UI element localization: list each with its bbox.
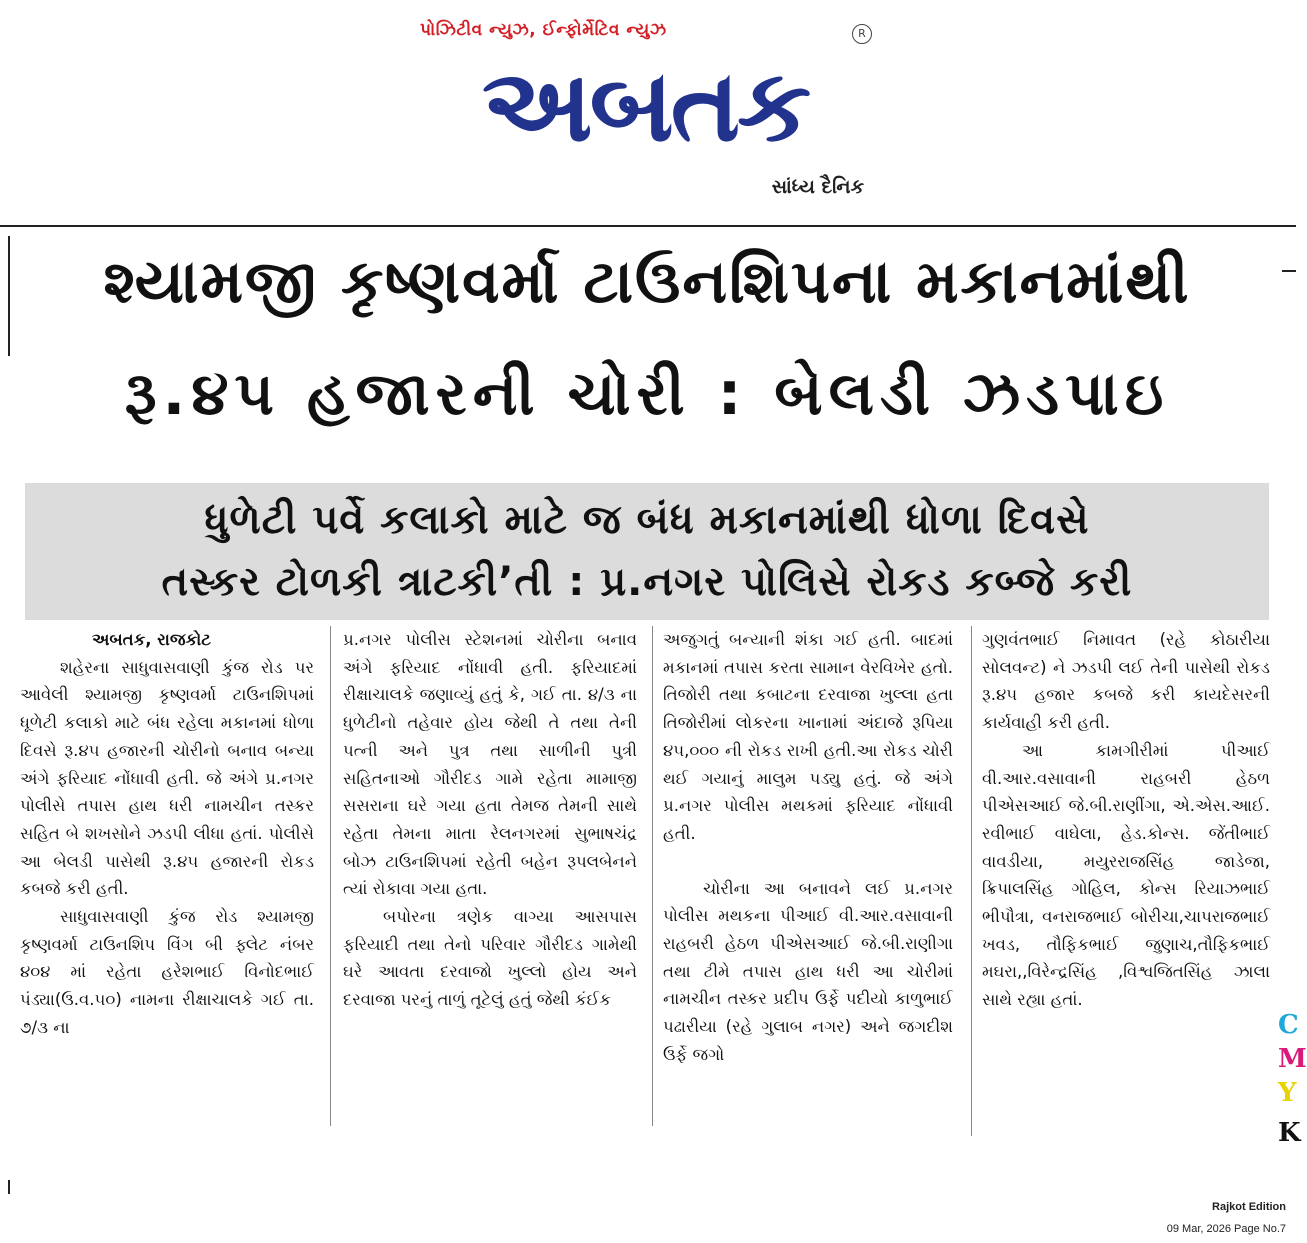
article-column-3: [663, 626, 953, 1069]
masthead-divider: [0, 225, 1296, 227]
cmyk-mark-k: K: [1278, 1118, 1301, 1148]
paragraph: અજુગતું બન્યાની શંકા ગઈ હતી. બાદમાં મકાનમાં તપાસ કરતા સામાન વેરવિખેર હતો. તિજોરી તથા કબાટના દરવાજા ખુલ્લા હતા તિજોરીમાં લોકરના ખાનામાં અંદાજે રૂપિયા ૪૫,૦૦૦ ની રોકડ રાખી હતી.આ રોકડ ચોરી થઈ ગયાનું માલુમ પડ્યુ હતું. જે અંગે પ્ર.નગર પોલીસ મથકમાં ફરિયાદ નોંધાવી હતી.: [663, 630, 953, 843]
paragraph: ચોરીના આ બનાવને લઈ પ્ર.નગર પોલીસ મથકના પીઆઈ વી.આર.વસાવાની રાહબરી હેઠળ પીએસઆઈ જે.બી.રાણીગા તથા ટીમે તપાસ હાથ ધરી આ ચોરીમાં નામચીન તસ્કર પ્રદીપ ઉર્ફે પદીયો કાળુભાઈ પઢારીયા (રહે ગુલાબ નગર) અને જગદીશ ઉર્ફે જગો: [663, 878, 953, 1064]
cmyk-mark-m: M: [1278, 1044, 1307, 1074]
article-column-4: [982, 626, 1270, 1014]
subheadline-line-2: તસ્કર ટોળકી ત્રાટકી’તી : પ્ર.નગર પોલિસે રોકડ કબ્જે કરી: [161, 559, 1133, 605]
paragraph: આ કામગીરીમાં પીઆઈ વી.આર.વસાવાની રાહબરી હેઠળ પીએસઆઈ જે.બી.રાણીંગા, એ.એસ.આઈ. રવીભાઈ વાઘેલા, હેડ.કોન્સ. જેંતીભાઈ વાવડીયા, મયુરરાજસિંહ જાડેજા, ક્રિપાલસિંહ ગોહિલ, કોન્સ રિયાઝભાઈ ભીપૌત્રા, વનરાજભાઈ બોરીચા,ચાપરાજભાઈ ખવડ, તૌફિકભાઈ જુણાચ,તૌફિકભાઈ મઘરા,,વિરેન્દ્રસિંહ ,વિશ્વજિતસિંહ ઝાલા સાથે રહ્યા હતાં.: [982, 740, 1270, 1010]
paragraph-gap: [663, 848, 953, 875]
date-page-label: 09 Mar, 2026 Page No.7: [1166, 1223, 1286, 1235]
headline-line-2: રૂ.૪૫ હજારની ચોરી : બેલડી ઝડપાઇ: [124, 359, 1170, 429]
cmyk-mark-c: C: [1278, 1010, 1299, 1040]
dateline: અબતક, રાજકોટ: [92, 630, 211, 649]
paragraph: સાધુવાસવાણી કુંજ રોડ શ્યામજી કૃષ્ણવર્મા ટાઉનશિપ વિંગ બી ફ્લેટ નંબર ૪૦૪ માં રહેતા હરેશભાઈ વિનોદભાઈ પંડ્યા(ઉ.વ.૫૦) નામના રીક્ષાચાલકે ગઈ તા. ૭/૩ ના: [20, 907, 314, 1037]
margin-dash: [1282, 270, 1296, 272]
headline-line-1: શ્યામજી કૃષ્ણવર્મા ટાઉનશિપના મકાનમાંથી: [103, 247, 1191, 317]
subheadline-line-1: ધુળેટી પર્વે કલાકો માટે જ બંધ મકાનમાંથી ધોળા દિવસે: [204, 497, 1090, 543]
article-column-2: [343, 626, 637, 1014]
registered-mark: R: [852, 24, 872, 44]
column-divider: [330, 626, 331, 1126]
masthead-tagline: પોઝિટીવ ન્યુઝ, ઈન્ફોર્મેટિવ ન્યુઝ: [420, 20, 667, 40]
edition-label: Rajkot Edition: [1212, 1201, 1286, 1213]
paragraph: બપોરના ત્રણેક વાગ્યા આસપાસ ફરિયાદી તથા તેનો પરિવાર ગૌરીદડ ગામેથી ઘરે આવતા દરવાજો ખુલ્લો હોય અને દરવાજા પરનું તાળું તૂટેલું હતું જેથી કંઈક: [343, 907, 637, 1010]
paragraph: ગુણવંતભાઈ નિમાવત (રહે કોઠારીયા સોલવન્ટ) ને ઝડપી લઈ તેની પાસેથી રોકડ રૂ.૪૫ હજાર કબજે કરી કાયદેસરની કાર્યવાહી કરી હતી.: [982, 630, 1270, 733]
newspaper-logo: અબતક: [481, 47, 809, 164]
cmyk-mark-y: Y: [1278, 1078, 1297, 1108]
margin-rule: [8, 236, 10, 356]
article-column-1: [20, 626, 314, 1042]
paragraph: પ્ર.નગર પોલીસ સ્ટેશનમાં ચોરીના બનાવ અંગે ફરિયાદ નોંધાવી હતી. ફરિયાદમાં રીક્ષાચાલકે જણાવ્યું હતું કે, ગઈ તા. ૪/૩ ના ધુળેટીનો તહેવાર હોય જેથી તે તથા તેની પત્ની અને પુત્ર તથા સાળીની પુત્રી સહિતનાઓ ગૌરીદડ ગામે રહેતા મામાજી સસરાના ઘરે ગયા હતા તેમજ તેમની સાથે રહેતા તેમના માતા રેલનગરમાં સુભાષચંદ્ર બોઝ ટાઉનશિપમાં રહેતી બહેન રૂપલબેનને ત્યાં રોકાવા ગયા હતા.: [343, 630, 637, 899]
subheadline-box: [25, 483, 1269, 620]
headline: [22, 240, 1272, 436]
paragraph: શહેરના સાધુવાસવાણી કુંજ રોડ પર આવેલી શ્યામજી કૃષ્ણવર્મા ટાઉનશિપમાં ધૂળેટી કલાકો માટે બંધ રહેલા મકાનમાં ધોળા દિવસે રૂ.૪૫ હજારની ચોરીનો બનાવ બન્યા અંગે ફરિયાદ નોંધાવી હતી. જે અંગે પ્ર.નગર પોલીસે તપાસ હાથ ધરી નામચીન તસ્કર સહિત બે શખસોને ઝડપી લીધા હતાં. પોલીસે આ બેલડી પાસેથી રૂ.૪૫ હજારની રોકડ કબજે કરી હતી.: [20, 657, 314, 899]
column-divider: [652, 626, 653, 1126]
page-footer: [1167, 1196, 1286, 1240]
masthead: [0, 0, 1296, 225]
masthead-subtitle: સાંધ્ય દૈનિક: [771, 176, 864, 198]
margin-rule: [8, 1180, 10, 1194]
column-divider: [971, 626, 972, 1136]
